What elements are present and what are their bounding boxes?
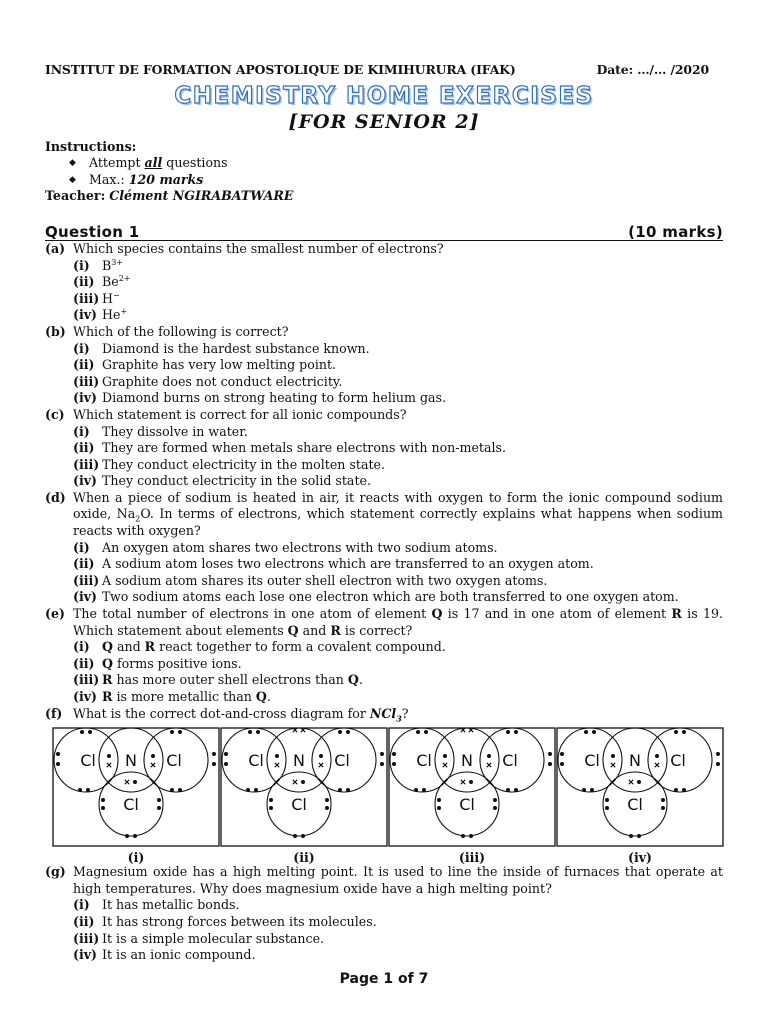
option-text: [102, 656, 242, 673]
dot-cross-diagram: [388, 724, 556, 852]
option-label: (i): [73, 257, 90, 273]
part-stem: Magnesium oxide has a high melting point. It is used to line the inside of furnaces that operate at high temperatures. Why does magnesium oxide have a high melting point?: [73, 864, 723, 896]
part-stem: Which of the following is correct?: [73, 323, 289, 339]
option-g-ii: [73, 914, 723, 931]
species-charge: +: [120, 307, 128, 317]
option-label: (ii): [73, 655, 95, 671]
electron-dot: [325, 798, 329, 802]
option-e-iv: [73, 689, 723, 706]
stem-text: The total number of electrons in one atom of element: [73, 606, 432, 622]
element-r: R: [671, 606, 682, 622]
stem-text: When a piece of sodium is heated in air, it reacts with oxygen to form the ionic compound sodium oxide, Na: [73, 489, 723, 522]
option-label: (iv): [73, 473, 98, 489]
electron-dot: [212, 752, 216, 756]
electron-cross: [107, 763, 111, 767]
electron-dot: [346, 788, 350, 792]
element-q: Q: [431, 606, 443, 622]
option-d-iii: [73, 573, 723, 590]
part-label: (c): [45, 406, 65, 422]
electron-dot: [637, 780, 641, 784]
electron-dot: [605, 798, 609, 802]
part-label: (a): [45, 240, 66, 256]
option-a-ii: [73, 274, 723, 291]
electron-dot: [101, 798, 105, 802]
instruction-text: Max.:: [89, 171, 129, 187]
electron-dot: [101, 806, 105, 810]
diagram-caption: (iii): [458, 850, 486, 866]
option-label: (ii): [73, 556, 95, 572]
species: H: [102, 290, 113, 306]
option-label: (iii): [73, 672, 100, 688]
electron-dot: [380, 752, 384, 756]
part-g: [45, 864, 723, 897]
atom-label-cl: Cl: [80, 751, 96, 771]
electron-dot: [514, 788, 518, 792]
stem-text: O. In terms of electrons, which statement correctly explains what happens when sodium reacts with oxygen?: [73, 506, 723, 539]
electron-dot: [582, 788, 586, 792]
electron-dot: [674, 788, 678, 792]
electron-dot: [493, 798, 497, 802]
element-q: Q: [347, 672, 359, 688]
electron-dot: [392, 752, 396, 756]
page-subtitle: [FOR SENIOR 2]: [288, 110, 480, 133]
option-fragment: is more metallic than: [112, 689, 256, 704]
stem-text: ?: [401, 705, 409, 721]
option-fragment: .: [358, 672, 363, 688]
element-q: Q: [102, 639, 113, 655]
electron-dot: [605, 806, 609, 810]
electron-dot: [493, 806, 497, 810]
part-label: (b): [45, 323, 66, 339]
atom-label-n: N: [461, 751, 473, 771]
electron-cross: [319, 763, 323, 767]
option-text: It is a simple molecular substance.: [102, 930, 325, 946]
electron-dot: [346, 730, 350, 734]
electron-dot: [246, 788, 250, 792]
option-text: [102, 672, 363, 689]
option-text: They are formed when metals share electrons with non-metals.: [102, 440, 506, 456]
option-text: Two sodium atoms each lose one electron which are both transferred to one oxygen atom.: [102, 589, 679, 605]
electron-dot: [248, 730, 252, 734]
species: B: [102, 257, 112, 273]
formula-base: NCl: [369, 705, 397, 721]
instruction-emphasis: all: [144, 155, 163, 171]
electron-dot: [325, 806, 329, 810]
option-label: (ii): [73, 274, 95, 290]
option-label: (i): [73, 423, 90, 439]
option-label: (iii): [73, 373, 100, 389]
electron-dot: [637, 834, 641, 838]
diagram-caption: (iv): [627, 850, 653, 866]
electron-dot: [151, 754, 155, 758]
electron-dot: [338, 788, 342, 792]
formula: [369, 705, 402, 724]
atom-label-cl: Cl: [502, 751, 518, 771]
option-label: (iv): [73, 947, 98, 963]
electron-dot: [301, 780, 305, 784]
atom-label-n: N: [125, 751, 137, 771]
electron-dot: [224, 762, 228, 766]
dot-cross-diagram: [220, 724, 388, 852]
element-q: Q: [287, 622, 299, 638]
atom-label-cl: Cl: [627, 795, 643, 815]
element-r: R: [330, 622, 341, 638]
option-label: (i): [73, 340, 90, 356]
header-row: [45, 62, 723, 79]
option-label: (iv): [73, 307, 98, 323]
part-label: (g): [45, 864, 66, 880]
option-label: (ii): [73, 913, 95, 929]
electron-dot: [86, 788, 90, 792]
exercise-page: [45, 62, 723, 964]
option-d-i: [73, 540, 723, 557]
instruction-text: Attempt: [89, 155, 145, 171]
element-q: Q: [255, 689, 267, 704]
option-d-iv: [73, 589, 723, 606]
option-label: (i): [73, 897, 90, 913]
part-stem: Which statement is correct for all ionic compounds?: [73, 406, 407, 422]
atom-label-cl: Cl: [166, 751, 182, 771]
species: He: [102, 307, 121, 323]
institute-name: INSTITUT DE FORMATION APOSTOLIQUE DE KIMIHURURA (IFAK): [45, 62, 516, 77]
dot-cross-diagrams: [52, 724, 724, 864]
atom-label-cl: Cl: [248, 751, 264, 771]
electron-dot: [56, 752, 60, 756]
page-footer: Page 1 of 7: [339, 971, 429, 987]
electron-dot: [254, 788, 258, 792]
electron-dot: [422, 788, 426, 792]
species-charge: 2+: [118, 273, 131, 283]
electron-dot: [133, 834, 137, 838]
electron-dot: [125, 834, 129, 838]
electron-dot: [584, 730, 588, 734]
stem-text: What is the correct dot-and-cross diagram for: [73, 705, 370, 721]
part-label: (d): [45, 489, 66, 505]
electron-dot: [178, 788, 182, 792]
electron-dot: [674, 730, 678, 734]
teacher-line: [45, 188, 723, 205]
electron-dot: [506, 788, 510, 792]
bullet-icon: ◆: [69, 174, 76, 185]
electron-dot: [661, 806, 665, 810]
option-b-ii: [73, 357, 723, 374]
stem-text: is 17 and in one atom of element: [442, 606, 672, 622]
electron-cross: [125, 780, 129, 784]
electron-cross: [461, 780, 465, 784]
electron-dot: [437, 798, 441, 802]
electron-dot: [269, 798, 273, 802]
atom-label-cl: Cl: [584, 751, 600, 771]
instruction-item: [69, 155, 723, 172]
option-g-iii: [73, 931, 723, 948]
part-label: (e): [45, 606, 65, 622]
electron-dot: [170, 730, 174, 734]
electron-dot: [487, 754, 491, 758]
part-e: [45, 606, 723, 639]
electron-dot: [178, 730, 182, 734]
part-stem: [73, 606, 723, 639]
option-text: It has metallic bonds.: [102, 897, 240, 913]
stem-text: is correct?: [340, 622, 413, 638]
electron-dot: [157, 806, 161, 810]
option-text: [102, 689, 271, 706]
element-r: R: [102, 672, 113, 688]
part-stem: [73, 490, 723, 540]
option-text: A sodium atom loses two electrons which are transferred to an oxygen atom.: [102, 556, 594, 572]
instructions-list: [69, 155, 723, 188]
electron-dot: [560, 762, 564, 766]
part-label: (f): [45, 705, 63, 721]
option-b-i: [73, 341, 723, 358]
electron-dot: [424, 730, 428, 734]
species: Be: [102, 274, 119, 290]
electron-cross: [443, 763, 447, 767]
atom-label-cl: Cl: [123, 795, 139, 815]
instruction-item: [69, 172, 723, 189]
species-charge: −: [112, 290, 120, 300]
electron-dot: [716, 752, 720, 756]
element-r: R: [144, 639, 156, 655]
atom-label-n: N: [293, 751, 305, 771]
option-text: Diamond burns on strong heating to form helium gas.: [102, 390, 447, 406]
option-b-iii: [73, 374, 723, 391]
element-q: Q: [102, 655, 113, 671]
option-label: (i): [73, 639, 90, 655]
date-field: Date: …/… /2020: [596, 62, 709, 77]
electron-dot: [611, 754, 615, 758]
option-fragment: .: [266, 689, 271, 704]
electron-dot: [514, 730, 518, 734]
electron-dot: [293, 834, 297, 838]
electron-dot: [443, 754, 447, 758]
option-text: It has strong forces between its molecules.: [102, 913, 377, 929]
electron-dot: [338, 730, 342, 734]
part-c: [45, 407, 723, 424]
option-label: (iii): [73, 290, 100, 306]
diagram-option: [388, 724, 556, 864]
electron-dot: [301, 834, 305, 838]
option-text: Graphite does not conduct electricity.: [102, 373, 343, 389]
atom-label-cl: Cl: [334, 751, 350, 771]
option-b-iv: [73, 390, 723, 407]
option-label: (i): [73, 539, 90, 555]
electron-dot: [170, 788, 174, 792]
electron-dot: [548, 762, 552, 766]
option-text: They dissolve in water.: [102, 423, 248, 439]
element-r: R: [102, 689, 113, 704]
diagram-option: [220, 724, 388, 864]
electron-cross: [487, 763, 491, 767]
option-text: It is an ionic compound.: [102, 947, 256, 963]
instruction-text: questions: [162, 155, 228, 171]
option-text: A sodium atom shares its outer shell electron with two oxygen atoms.: [102, 572, 548, 588]
electron-dot: [414, 788, 418, 792]
option-fragment: and: [112, 639, 145, 655]
electron-dot: [716, 762, 720, 766]
option-e-ii: [73, 656, 723, 673]
option-c-ii: [73, 440, 723, 457]
electron-cross: [655, 763, 659, 767]
electron-cross: [293, 780, 297, 784]
option-text: Graphite has very low melting point.: [102, 357, 337, 373]
option-label: (iv): [73, 689, 98, 704]
electron-dot: [469, 780, 473, 784]
option-text: Diamond is the hardest substance known.: [102, 340, 370, 356]
electron-dot: [392, 762, 396, 766]
option-label: (iii): [73, 572, 100, 588]
dot-cross-diagram: [52, 724, 220, 852]
electron-cross: [611, 763, 615, 767]
option-c-iv: [73, 473, 723, 490]
electron-dot: [275, 754, 279, 758]
option-fragment: has more outer shell electrons than: [112, 672, 348, 688]
electron-dot: [416, 730, 420, 734]
question-marks: (10 marks): [628, 222, 723, 241]
question-heading: [45, 224, 723, 241]
option-c-iii: [73, 457, 723, 474]
electron-dot: [80, 730, 84, 734]
max-marks: 120 marks: [128, 171, 204, 187]
instructions-heading: Instructions:: [45, 138, 137, 154]
atom-label-cl: Cl: [459, 795, 475, 815]
option-fragment: forms positive ions.: [112, 655, 242, 671]
electron-dot: [256, 730, 260, 734]
option-e-i: [73, 639, 723, 656]
atom-label-cl: Cl: [291, 795, 307, 815]
teacher-name: Clément NGIRABATWARE: [109, 188, 294, 204]
option-label: (iii): [73, 456, 100, 472]
diagram-option: [556, 724, 724, 864]
stem-text: and: [298, 622, 331, 638]
diagram-option: [52, 724, 220, 864]
option-label: (ii): [73, 357, 95, 373]
option-label: (iv): [73, 589, 98, 605]
option-label: (ii): [73, 440, 95, 456]
electron-dot: [56, 762, 60, 766]
electron-dot: [655, 754, 659, 758]
electron-dot: [437, 806, 441, 810]
subscript: 3: [396, 713, 402, 724]
option-fragment: react together to form a covalent compound.: [155, 639, 446, 655]
option-label: (iii): [73, 930, 100, 946]
electron-dot: [157, 798, 161, 802]
part-b: [45, 324, 723, 341]
option-a-iv: [73, 307, 723, 324]
question-title: Question 1: [45, 222, 140, 241]
electron-cross: [151, 763, 155, 767]
dot-cross-diagram: [556, 724, 724, 852]
atom-label-cl: Cl: [416, 751, 432, 771]
electron-dot: [590, 788, 594, 792]
teacher-label: Teacher:: [45, 188, 106, 204]
diagram-caption: (i): [127, 850, 145, 866]
electron-dot: [269, 806, 273, 810]
page-title: CHEMISTRY HOME EXERCISES: [174, 82, 594, 109]
part-a: [45, 241, 723, 258]
option-g-iv: [73, 947, 723, 964]
electron-dot: [592, 730, 596, 734]
option-text: They conduct electricity in the solid state.: [102, 473, 371, 489]
electron-dot: [78, 788, 82, 792]
electron-dot: [661, 798, 665, 802]
option-text: [102, 639, 446, 656]
option-a-i: [73, 258, 723, 275]
electron-dot: [319, 754, 323, 758]
part-stem: Which species contains the smallest number of electrons?: [73, 240, 444, 256]
electron-dot: [133, 780, 137, 784]
option-text: An oxygen atom shares two electrons with two sodium atoms.: [102, 539, 498, 555]
electron-dot: [548, 752, 552, 756]
electron-dot: [682, 788, 686, 792]
electron-dot: [506, 730, 510, 734]
electron-cross: [275, 763, 279, 767]
electron-dot: [560, 752, 564, 756]
part-stem: [73, 706, 723, 723]
bullet-icon: ◆: [69, 158, 76, 169]
part-d: [45, 490, 723, 540]
subscript: 2: [135, 514, 141, 524]
species-charge: 3+: [111, 257, 124, 267]
atom-label-n: N: [629, 751, 641, 771]
part-f: [45, 706, 723, 723]
option-text: They conduct electricity in the molten state.: [102, 456, 385, 472]
electron-dot: [629, 834, 633, 838]
electron-dot: [380, 762, 384, 766]
electron-dot: [212, 762, 216, 766]
electron-dot: [107, 754, 111, 758]
option-c-i: [73, 424, 723, 441]
electron-dot: [682, 730, 686, 734]
option-e-iii: [73, 672, 723, 689]
option-d-ii: [73, 556, 723, 573]
stem-text: is 19. Which statement about elements: [73, 606, 723, 638]
option-a-iii: [73, 291, 723, 308]
option-g-i: [73, 897, 723, 914]
electron-dot: [461, 834, 465, 838]
option-label: (iv): [73, 390, 98, 406]
electron-dot: [469, 834, 473, 838]
electron-dot: [224, 752, 228, 756]
electron-dot: [88, 730, 92, 734]
electron-cross: [629, 780, 633, 784]
diagram-caption: (ii): [293, 850, 315, 866]
atom-label-cl: Cl: [670, 751, 686, 771]
